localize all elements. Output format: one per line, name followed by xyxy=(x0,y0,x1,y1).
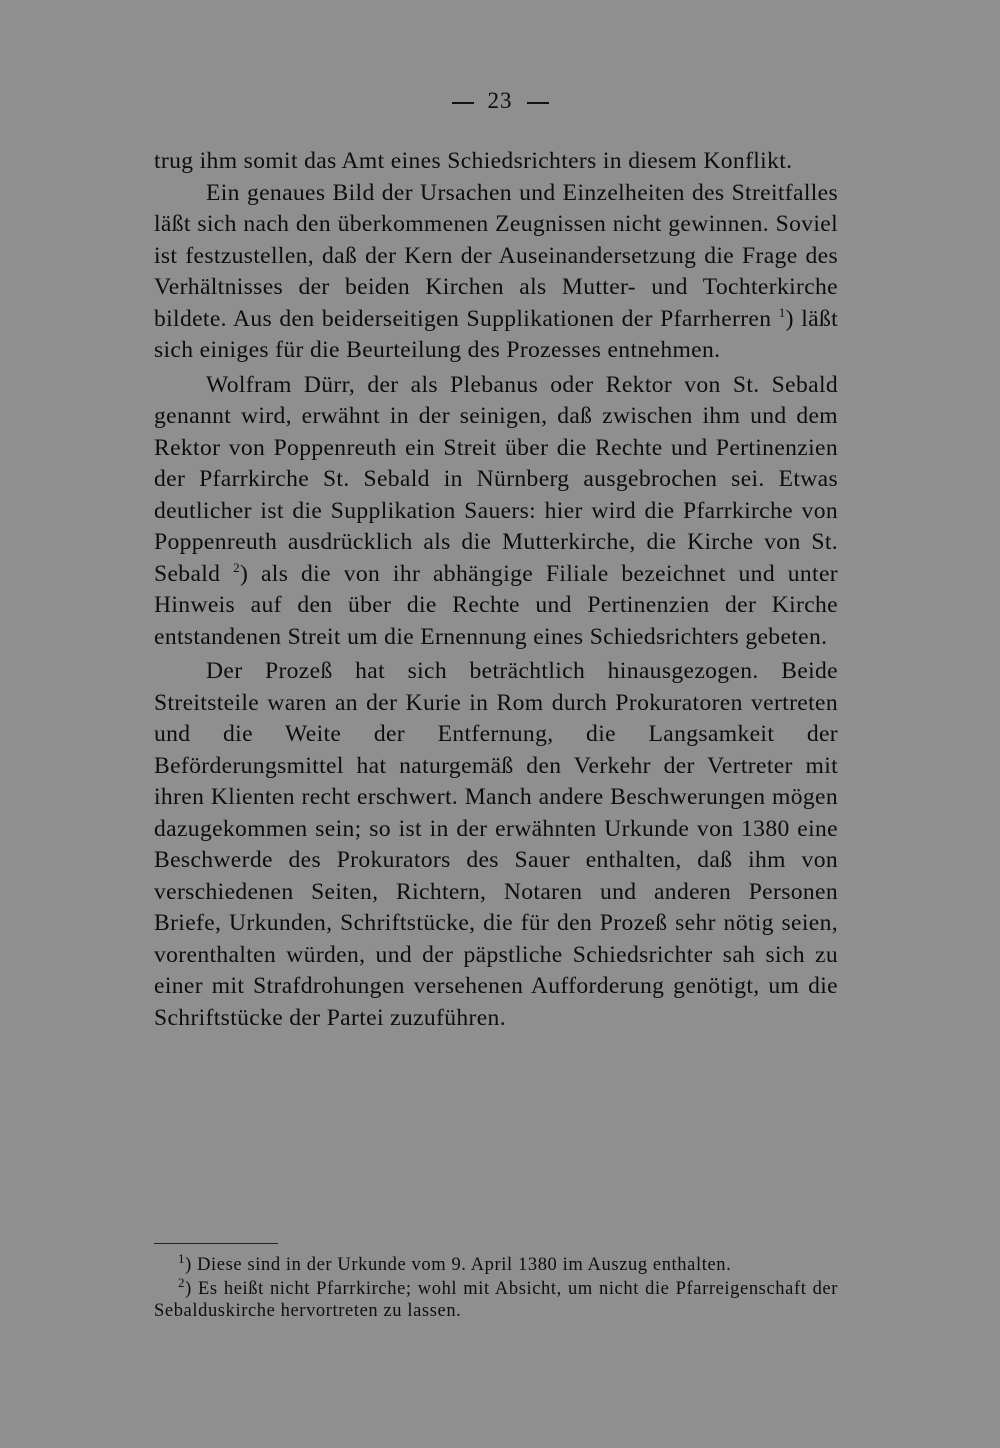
footnotes xyxy=(154,1250,838,1323)
footnote-2 xyxy=(154,1274,838,1323)
footnote-1-text: ) Diese sind in der Urkunde vom 9. April 1380 im Auszug enthalten. xyxy=(185,1255,732,1275)
paragraph-causes-text: Ein genaues Bild der Ursachen und Einzelheiten des Streitfalles läßt sich nach den überkommenen Zeugnissen nicht gewinnen. Soviel ist festzustellen, daß der Kern der Auseinandersetzung die Frage des Verhältnisses der beiden Kirchen als Mutter- und Tochterkirche bildete. Aus den beiderseitigen Supplikationen der Pfarrherren xyxy=(154,179,838,332)
paragraph-wolfram xyxy=(154,370,838,654)
paragraph-prozess: Der Prozeß hat sich beträchtlich hinausgezogen. Beide Streitsteile waren an der Kurie in Rom durch Prokuratoren vertreten und die Weite der Entfernung, die Langsamkeit der Beförderungsmittel hat naturgemäß den Verkehr der Vertreter mit ihren Klienten recht erschwert. Manch andere Beschwerungen mögen dazugekommen sein; so ist in der erwähnten Urkunde von 1380 eine Beschwerde des Prokurators des Sauer enthalten, daß ihm von verschiedenen Seiten, Richtern, Notaren und anderen Personen Briefe, Urkunden, Schriftstücke, die für den Prozeß sehr nötig seien, vorenthalten würden, und der päpstliche Schiedsrichter sah sich zu einer mit Strafdrohungen versehenen Aufforderung genötigt, um die Schriftstücke der Partei zuzuführen. xyxy=(154,658,838,1031)
footnote-ref-1[interactable]: 1 xyxy=(778,304,786,320)
paragraph-wolfram-text: Wolfram Dürr, der als Plebanus oder Rektor von St. Sebald genannt wird, erwähnt in der seinigen, daß zwischen ihm und dem Rektor von Poppenreuth ein Streit über die Rechte und Pertinenzien der Pfarrkirche St. Sebald in Nürnberg ausgebrochen sei. Etwas deutlicher ist die Supplikation Sauers: hier wird die Pfarrkirche von Poppenreuth ausdrücklich als die Mutterkirche, die Kirche von St. Sebald xyxy=(154,371,838,587)
footnote-1-mark: 1 xyxy=(178,1250,186,1266)
page-header xyxy=(0,88,1000,114)
header-dash-left xyxy=(452,102,474,104)
page-number: 23 xyxy=(487,88,513,113)
header-dash-right xyxy=(527,102,549,104)
paragraph-causes-text-end: ) läßt sich einiges für die Beurteilung des Prozesses entnehmen. xyxy=(154,305,838,363)
main-text xyxy=(154,146,838,1034)
paragraph-wolfram-text-end: ) als die von ihr abhängige Filiale bezeichnet und unter Hinweis auf den über die Rechte und Pertinenzien der Kirche entstandenen Streit um die Ernennung eines Schiedsrichters gebeten. xyxy=(154,560,838,650)
paragraph-continuation: trug ihm somit das Amt eines Schiedsrichters in diesem Konflikt. xyxy=(154,148,793,174)
footnote-2-mark: 2 xyxy=(178,1274,186,1290)
footnote-1 xyxy=(154,1250,838,1277)
footnote-divider xyxy=(154,1243,278,1244)
paragraph-causes xyxy=(154,178,838,367)
footnote-ref-2[interactable]: 2 xyxy=(233,559,240,575)
footnote-2-text: ) Es heißt nicht Pfarrkirche; wohl mit Absicht, um nicht die Pfarreigenschaft der Sebalduskirche hervortreten zu lassen. xyxy=(154,1278,838,1321)
